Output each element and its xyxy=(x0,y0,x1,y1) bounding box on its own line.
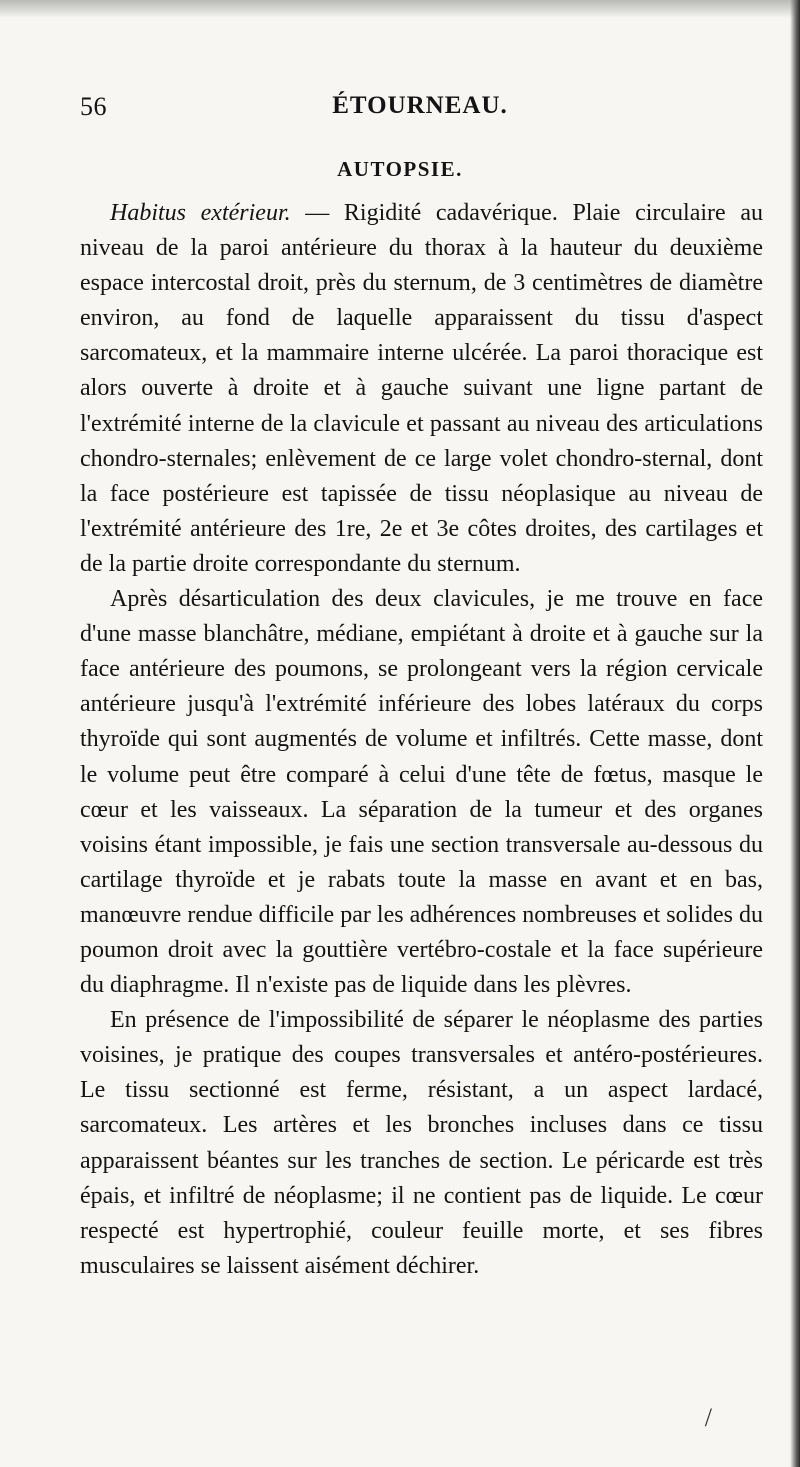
paragraph-coupes xyxy=(80,1003,763,1284)
page-header xyxy=(80,92,760,128)
running-title: ÉTOURNEAU. xyxy=(332,92,508,119)
scan-top-shadow xyxy=(0,0,800,18)
body-text xyxy=(80,196,763,1284)
paragraph-habitus xyxy=(80,196,763,582)
paragraph-text: En présence de l'impossibilité de séparer le néoplasme des parties voisines, je pratique des coupes transversales et antéro-postérieures. Le tissu sectionné est ferme, résistant, a un aspect lardacé, sarcomateux. Les artères et les bronches incluses dans ce tissu apparaissent béantes sur les tranches de section. Le péricarde est très épais, et infiltré de néoplasme; il ne contient pas de liquide. Le cœur respecté est hypertrophié, couleur feuille morte, et ses fibres musculaires se laissent aisément déchirer. xyxy=(80,1007,763,1279)
paragraph-text: — Rigidité cadavérique. Plaie circulaire au niveau de la paroi antérieure du thorax à la hauteur du deuxième espace intercostal droit, près du sternum, de 3 centimètres de diamètre environ, au fond de laquelle apparaissent du tissu d'aspect sarcomateux, et la mammaire interne ulcérée. La paroi thoracique est alors ouverte à droite et à gauche suivant une ligne partant de l'extrémité interne de la clavicule et passant au niveau des articulations chondro-sternales; enlèvement de ce large volet chondro-sternal, dont la face postérieure est tapissée de tissu néoplasique au niveau de l'extrémité antérieure des 1re, 2e et 3e côtes droites, des cartilages et de la partie droite correspondante du sternum. xyxy=(80,200,763,577)
paragraph-desarticulation xyxy=(80,582,763,1003)
section-title: AUTOPSIE. xyxy=(337,157,463,181)
stray-ink-mark: / xyxy=(704,1403,712,1432)
scan-right-edge xyxy=(790,0,800,1467)
paragraph-text: Après désarticulation des deux clavicules, je me trouve en face d'une masse blanchâtre, médiane, empiétant à droite et à gauche sur la face antérieure des poumons, se prolongeant vers la région cervicale antérieure jusqu'à l'extrémité inférieure des lobes latéraux du corps thyroïde qui sont augmentés de volume et infiltrés. Cette masse, dont le volume peut être comparé à celui d'une tête de fœtus, masque le cœur et les vaisseaux. La séparation de la tumeur et des organes voisins étant impossible, je fais une section transversale au-dessous du cartilage thyroïde et je rabats toute la masse en avant et en bas, manœuvre rendue difficile par les adhérences nombreuses et solides du poumon droit avec la gouttière vertébro-costale et la face supérieure du diaphragme. Il n'existe pas de liquide dans les plèvres. xyxy=(80,586,763,999)
page-number: 56 xyxy=(80,92,107,121)
paragraph-lead: Habitus extérieur. xyxy=(110,200,291,226)
